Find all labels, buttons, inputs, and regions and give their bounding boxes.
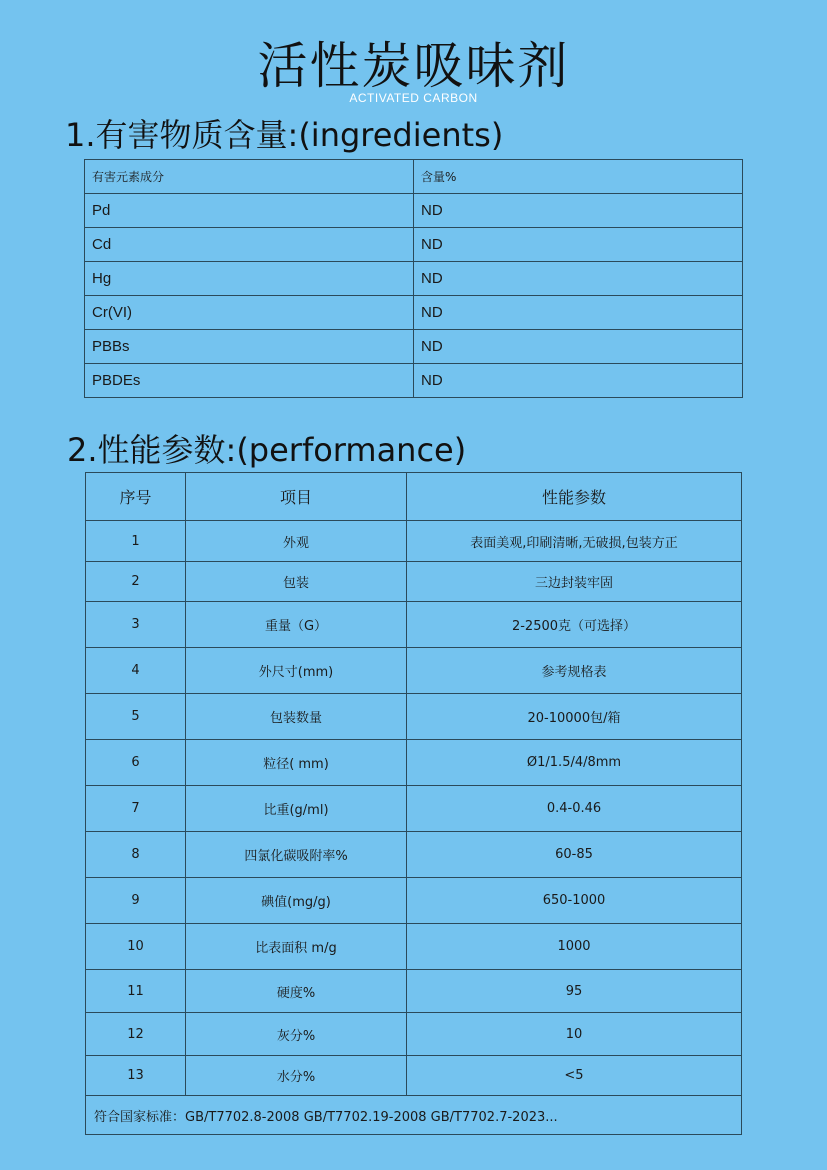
item-cell: 包装数量 [186, 694, 407, 740]
index-cell: 11 [86, 970, 186, 1013]
value-cell: 三边封装牢固 [407, 562, 742, 602]
content-cell: ND [414, 194, 743, 228]
index-cell: 2 [86, 562, 186, 602]
table-row [85, 262, 743, 296]
table-row [85, 228, 743, 262]
index-cell: 12 [86, 1013, 186, 1056]
table-header-row [86, 473, 742, 521]
index-cell: 9 [86, 878, 186, 924]
content-cell: ND [414, 296, 743, 330]
index-cell: 3 [86, 602, 186, 648]
item-cell: 硬度% [186, 970, 407, 1013]
value-cell: 20-10000包/箱 [407, 694, 742, 740]
item-cell: 包装 [186, 562, 407, 602]
table-row [86, 740, 742, 786]
content-cell: ND [414, 262, 743, 296]
table-row [86, 970, 742, 1013]
item-cell: 外尺寸(mm) [186, 648, 407, 694]
table-header-row [85, 160, 743, 194]
table-row [85, 364, 743, 398]
page-title: 活性炭吸味剂 [257, 37, 570, 95]
value-cell: 650-1000 [407, 878, 742, 924]
index-cell: 7 [86, 786, 186, 832]
index-cell: 10 [86, 924, 186, 970]
value-cell: 表面美观,印刷清晰,无破损,包装方正 [407, 521, 742, 562]
table-row [86, 694, 742, 740]
value-cell: Ø1/1.5/4/8mm [407, 740, 742, 786]
item-cell: 外观 [186, 521, 407, 562]
item-cell: 粒径( mm) [186, 740, 407, 786]
column-header: 项目 [186, 473, 407, 521]
ingredients-table [84, 159, 743, 398]
table-row [86, 786, 742, 832]
value-cell: 0.4-0.46 [407, 786, 742, 832]
item-cell: 比表面积 m/g [186, 924, 407, 970]
index-cell: 5 [86, 694, 186, 740]
table-row [86, 832, 742, 878]
table-row [86, 878, 742, 924]
content-cell: ND [414, 364, 743, 398]
content-cell: ND [414, 228, 743, 262]
column-header: 有害元素成分 [85, 160, 414, 194]
table-footer-row [86, 1096, 742, 1135]
element-cell: PBBs [85, 330, 414, 364]
index-cell: 8 [86, 832, 186, 878]
index-cell: 4 [86, 648, 186, 694]
value-cell: 1000 [407, 924, 742, 970]
column-header: 序号 [86, 473, 186, 521]
element-cell: Cr(VI) [85, 296, 414, 330]
page-subtitle: ACTIVATED CARBON [349, 91, 478, 105]
item-cell: 水分% [186, 1056, 407, 1096]
value-cell: <5 [407, 1056, 742, 1096]
performance-table [85, 472, 742, 1135]
table-row [86, 602, 742, 648]
table-row [85, 296, 743, 330]
element-cell: PBDEs [85, 364, 414, 398]
table-row [85, 194, 743, 228]
value-cell: 2-2500克（可选择） [407, 602, 742, 648]
item-cell: 重量（G） [186, 602, 407, 648]
table-row [86, 1056, 742, 1096]
element-cell: Cd [85, 228, 414, 262]
value-cell: 10 [407, 1013, 742, 1056]
standards-note: 符合国家标准：GB/T7702.8-2008 GB/T7702.19-2008 GB/T7702.7-2023... [86, 1096, 742, 1135]
element-cell: Pd [85, 194, 414, 228]
section1-heading: 1.有害物质含量:(ingredients) [65, 116, 504, 154]
item-cell: 比重(g/ml) [186, 786, 407, 832]
element-cell: Hg [85, 262, 414, 296]
value-cell: 参考规格表 [407, 648, 742, 694]
index-cell: 1 [86, 521, 186, 562]
value-cell: 95 [407, 970, 742, 1013]
index-cell: 13 [86, 1056, 186, 1096]
column-header: 含量% [414, 160, 743, 194]
section2-heading: 2.性能参数:(performance) [67, 431, 467, 469]
table-row [86, 1013, 742, 1056]
value-cell: 60-85 [407, 832, 742, 878]
item-cell: 四氯化碳吸附率% [186, 832, 407, 878]
item-cell: 灰分% [186, 1013, 407, 1056]
content-cell: ND [414, 330, 743, 364]
table-row [86, 924, 742, 970]
table-row [86, 521, 742, 562]
item-cell: 碘值(mg/g) [186, 878, 407, 924]
table-row [86, 648, 742, 694]
table-row [86, 562, 742, 602]
column-header: 性能参数 [407, 473, 742, 521]
table-row [85, 330, 743, 364]
index-cell: 6 [86, 740, 186, 786]
